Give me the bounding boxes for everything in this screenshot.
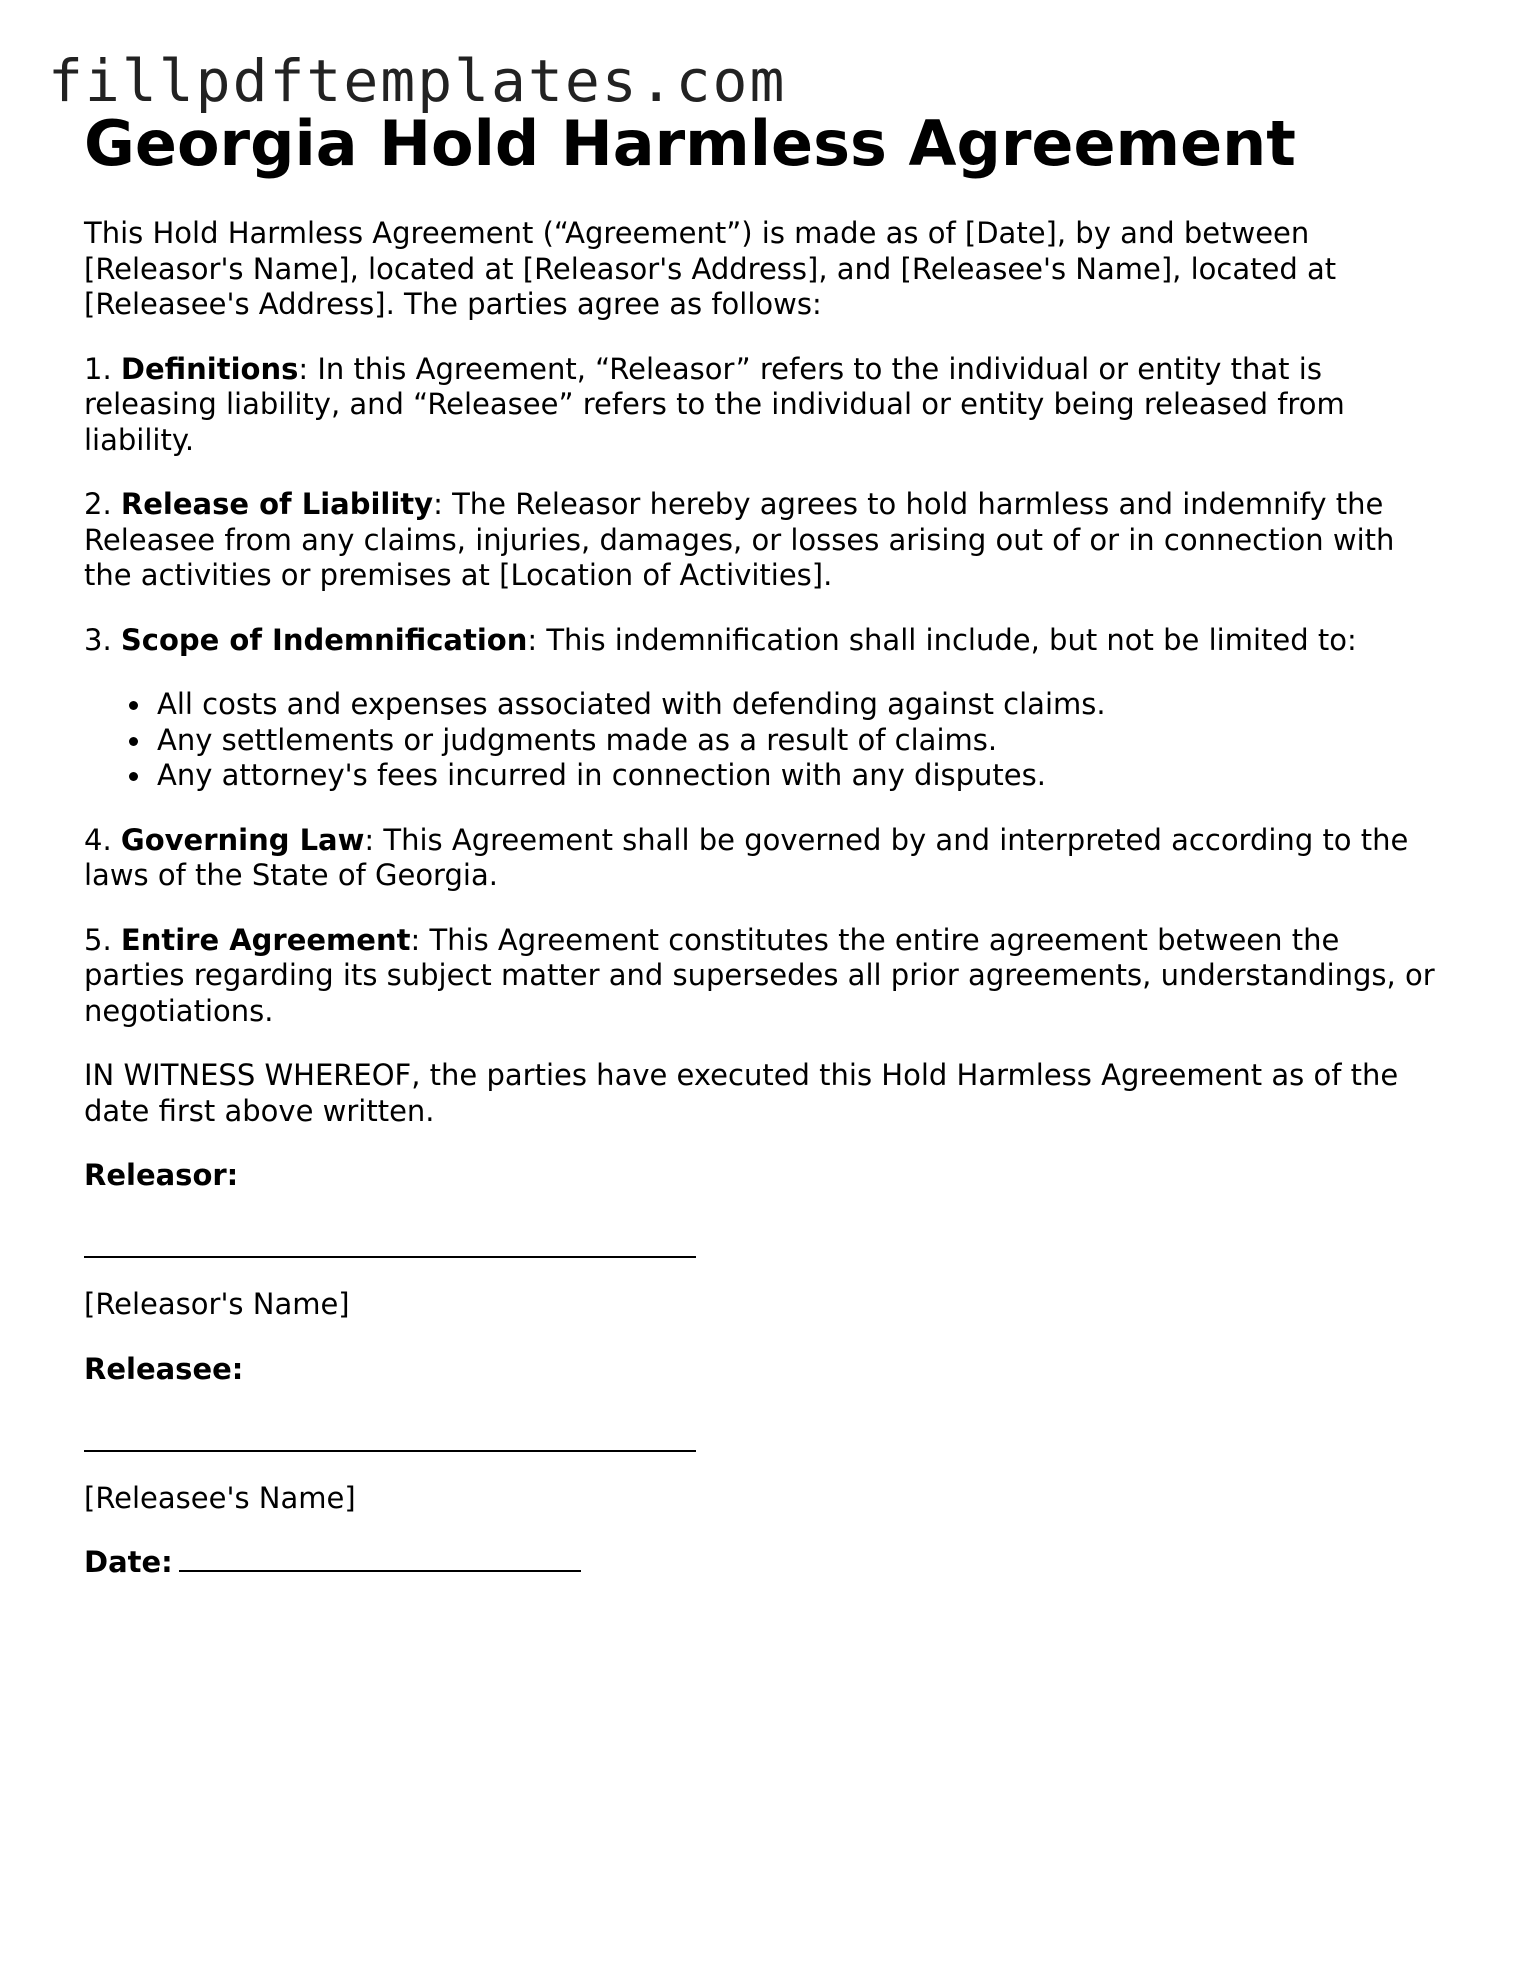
- releasor-signature-row: [84, 1223, 1444, 1259]
- list-item: All costs and expenses associated with defending against claims.: [157, 687, 1444, 723]
- section-text: : In this Agreement, “Releasor” refers to the individual or entity that is releasing liability, and “Releasee” refers to the individual or entity being released from liability.: [84, 351, 1345, 457]
- indemnification-list: [84, 687, 1444, 794]
- releasor-label: Releasor:: [84, 1158, 239, 1192]
- list-item: Any settlements or judgments made as a result of claims.: [157, 723, 1444, 759]
- releasee-name: [Releasee's Name]: [84, 1480, 356, 1515]
- releasee-signature-line[interactable]: [84, 1450, 696, 1452]
- section-number: 3.: [84, 622, 112, 657]
- intro-paragraph: This Hold Harmless Agreement (“Agreement”) is made as of [Date], by and between [Releasor's Name], located at [Releasor's Address], and [Releasee's Name], located at [Releasee's Address]. The parties agree as follows:: [84, 216, 1337, 321]
- section-text: : This Agreement shall be governed by and interpreted according to the laws of the State of Georgia.: [84, 822, 1409, 892]
- section-number: 4.: [84, 822, 112, 857]
- date-row: [84, 1545, 1444, 1581]
- section-heading: Release of Liability: [120, 487, 434, 521]
- section-text: : The Releasor hereby agrees to hold harmless and indemnify the Releasee from any claims, injuries, damages, or losses arising out of or in connection with the activities or premises at [Location of Activities].: [84, 487, 1395, 592]
- section-number: 1.: [84, 351, 112, 386]
- section-number: 5.: [84, 922, 112, 957]
- releasee-signature-row: [84, 1416, 1444, 1452]
- list-item: Any attorney's fees incurred in connection with any disputes.: [157, 758, 1444, 794]
- section-number: 2.: [84, 487, 112, 521]
- section-heading: Scope of Indemnification: [120, 622, 528, 657]
- releasor-name: [Releasor's Name]: [84, 1287, 350, 1321]
- section-text: : This Agreement constitutes the entire agreement between the parties regarding its subject matter and supersedes all prior agreements, understandings, or negotiations.: [84, 922, 1435, 1028]
- section-definitions: [84, 352, 1444, 459]
- section-governing-law: [84, 823, 1444, 894]
- section-entire-agreement: [84, 923, 1444, 1030]
- section-heading: Governing Law: [120, 822, 365, 857]
- releasor-signature-line[interactable]: [84, 1256, 696, 1258]
- section-text: : This indemnification shall include, but not be limited to:: [527, 622, 1357, 657]
- section-scope-of-indemnification: [84, 623, 1444, 659]
- date-line[interactable]: [179, 1570, 581, 1572]
- document-title: Georgia Hold Harmless Agreement: [84, 107, 1296, 180]
- section-release-of-liability: [84, 487, 1444, 594]
- section-heading: Entire Agreement: [120, 922, 411, 957]
- witness-paragraph: IN WITNESS WHEREOF, the parties have executed this Hold Harmless Agreement as of the date first above written.: [84, 1058, 1399, 1128]
- document-body: [84, 216, 1444, 1610]
- releasee-label: Releasee:: [84, 1351, 244, 1386]
- site-watermark: fillpdftemplates.com: [48, 47, 787, 115]
- section-heading: Definitions: [120, 351, 299, 386]
- date-label: Date:: [84, 1545, 173, 1579]
